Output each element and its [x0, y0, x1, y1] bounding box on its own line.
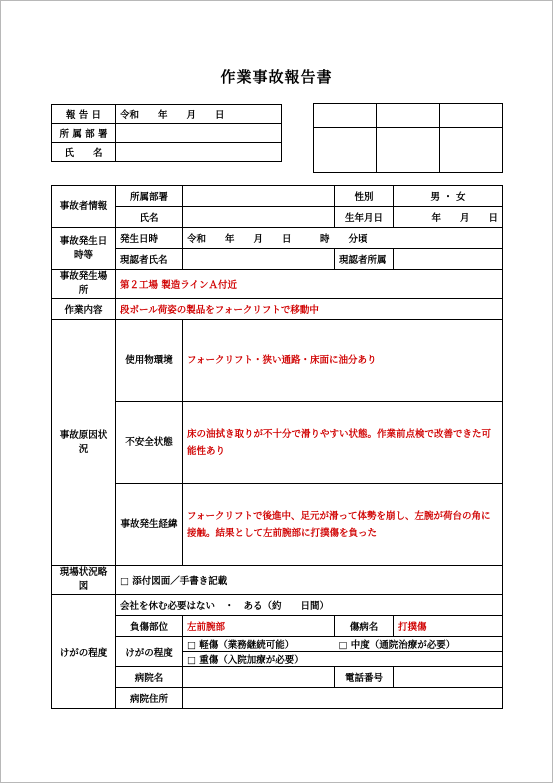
- supervisor-dept-label: 現認者所属: [335, 249, 394, 270]
- work-label: 作業内容: [52, 299, 116, 320]
- hospital-name-field[interactable]: [183, 667, 335, 688]
- victim-dept-field[interactable]: [183, 186, 335, 207]
- document-title: 作業事故報告書: [220, 68, 333, 86]
- gender-select[interactable]: 男 ・ 女: [394, 186, 503, 207]
- datetime-field[interactable]: 令和 年 月 日 時 分頃: [183, 228, 503, 249]
- work-field[interactable]: 段ボール荷姿の製品をフォークリフトで移動中: [116, 299, 503, 320]
- unsafe-condition-field[interactable]: 床の油拭き取りが不十分で滑りやすい状態。作業前点検で改善できた可能性あり: [183, 402, 503, 484]
- datetime-label: 発生日時: [116, 228, 183, 249]
- hospital-name-label: 病院名: [116, 667, 183, 688]
- stamp-box[interactable]: [377, 128, 440, 173]
- supervisor-name-field[interactable]: [183, 249, 335, 270]
- reporter-name-field[interactable]: [116, 143, 282, 162]
- equipment-field[interactable]: フォークリフト・狭い通路・床面に油分あり: [183, 320, 503, 402]
- supervisor-dept-field[interactable]: [394, 249, 503, 270]
- equipment-label: 使用物環境: [116, 320, 183, 402]
- victim-section-label: 事故者情報: [52, 186, 116, 228]
- report-date-label: 報 告 日: [52, 105, 116, 124]
- injury-name-field[interactable]: 打撲傷: [394, 616, 503, 637]
- degree-option-light[interactable]: □ 軽傷（業務継続可能）: [183, 637, 335, 652]
- phone-label: 電話番号: [335, 667, 394, 688]
- report-date-field[interactable]: 令和 年 月 日: [116, 105, 282, 124]
- site-sketch-field[interactable]: □ 添付図面／手書き記載: [116, 566, 503, 595]
- location-field[interactable]: 第２工場 製造ラインＡ付近: [116, 270, 503, 299]
- dob-field[interactable]: 年 月 日: [394, 207, 503, 228]
- stamp-box[interactable]: [440, 128, 503, 173]
- stamp-header-cell: [377, 104, 440, 128]
- reporter-table: [51, 104, 282, 162]
- dob-label: 生年月日: [335, 207, 394, 228]
- victim-dept-label: 所属部署: [116, 186, 183, 207]
- injury-section-label: けがの程度: [52, 595, 116, 709]
- hospital-address-field[interactable]: [183, 688, 503, 709]
- victim-name-label: 氏名: [116, 207, 183, 228]
- accident-report-table: [51, 185, 503, 709]
- leave-required-field[interactable]: 会社を休む必要はない ・ ある（約 日間）: [116, 595, 503, 616]
- injury-degree-label: けがの程度: [116, 637, 183, 667]
- location-label: 事故発生場所: [52, 270, 116, 299]
- injury-part-field[interactable]: 左前腕部: [183, 616, 335, 637]
- phone-field[interactable]: [394, 667, 503, 688]
- injury-part-label: 負傷部位: [116, 616, 183, 637]
- supervisor-name-label: 現認者氏名: [116, 249, 183, 270]
- stamp-header-cell: [440, 104, 503, 128]
- reporter-name-label: 氏 名: [52, 143, 116, 162]
- victim-name-field[interactable]: [183, 207, 335, 228]
- occurrence-section-label: 事故発生日時等: [52, 228, 116, 270]
- circumstance-field[interactable]: フォークリフトで後進中、足元が滑って体勢を崩し、左腕が荷台の角に接触。結果として左前腕部に打撲傷を負った: [183, 484, 503, 566]
- reporter-dept-label: 所 属 部 署: [52, 124, 116, 143]
- unsafe-condition-label: 不安全状態: [116, 402, 183, 484]
- site-sketch-label: 現場状況略図: [52, 566, 116, 595]
- stamp-header-cell: [314, 104, 377, 128]
- reporter-dept-field[interactable]: [116, 124, 282, 143]
- approval-stamp-grid: [313, 103, 503, 173]
- degree-option-moderate[interactable]: □ 中度（通院治療が必要）: [335, 637, 503, 652]
- hospital-address-label: 病院住所: [116, 688, 183, 709]
- stamp-box[interactable]: [314, 128, 377, 173]
- injury-name-label: 傷病名: [335, 616, 394, 637]
- degree-option-severe[interactable]: □ 重傷（入院加療が必要）: [183, 652, 503, 667]
- circumstance-label: 事故発生経緯: [116, 484, 183, 566]
- cause-section-label: 事故原因状況: [52, 320, 116, 566]
- gender-label: 性別: [335, 186, 394, 207]
